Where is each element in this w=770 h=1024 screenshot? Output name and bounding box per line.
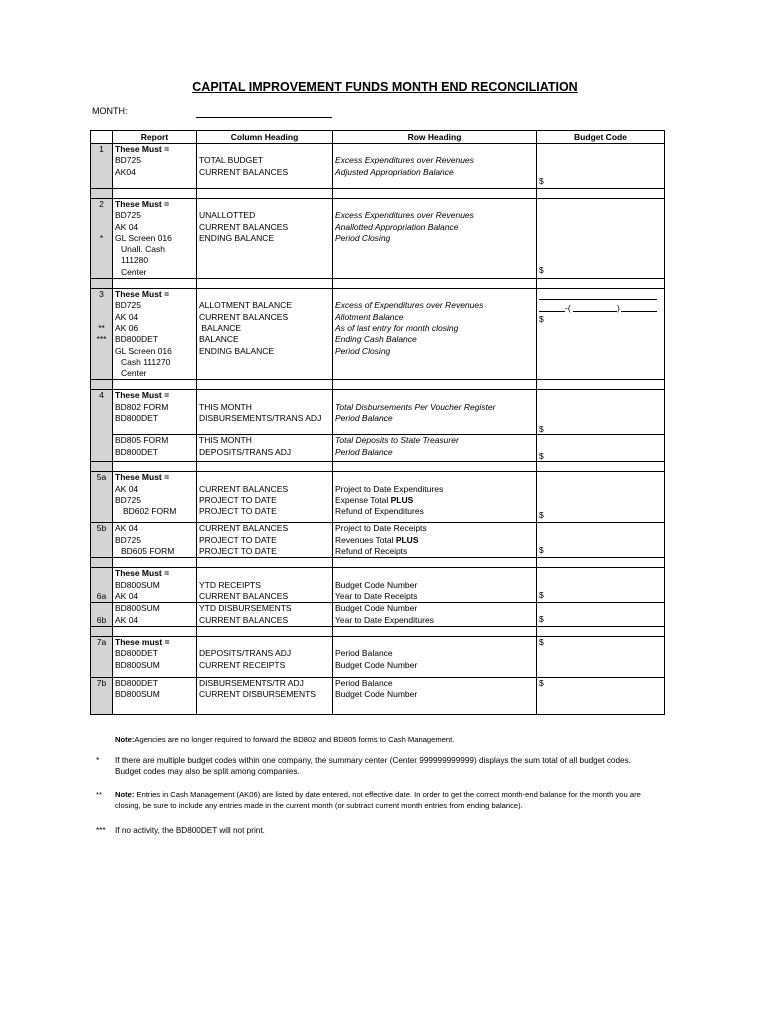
budget-code-cell[interactable]: $ — [537, 523, 665, 558]
row-heading-cell: Excess Expenditures over Revenues Adjusted Appropriation Balance — [333, 144, 537, 189]
spacer-row — [91, 627, 665, 637]
section-number: 6b — [91, 603, 113, 627]
row-heading-cell: Total Deposits to State Treasurer Period Balance — [333, 435, 537, 462]
section-4a — [91, 390, 665, 435]
budget-code-cell[interactable]: $ — [537, 435, 665, 462]
section-number: 6a — [91, 568, 113, 603]
section-number: 7b — [91, 678, 113, 715]
report-cell: These Must = AK 04 BD725 BD602 FORM — [113, 472, 197, 523]
section-number: 5a — [91, 472, 113, 523]
spacer-row — [91, 380, 665, 390]
budget-code-cell[interactable]: $ — [537, 472, 665, 523]
row-heading-cell: Period Balance Budget Code Number — [333, 678, 537, 715]
reconciliation-table — [90, 130, 665, 715]
budget-line[interactable] — [539, 299, 657, 300]
row-heading-cell: Budget Code Number Year to Date Receipts — [333, 568, 537, 603]
section-number: 4 — [91, 390, 113, 462]
row-heading-cell: Excess Expenditures over Revenues Anallotted Appropriation Balance Period Closing — [333, 199, 537, 279]
note-general: Note:Agencies are no longer required to forward the BD802 and BD805 forms to Cash Management. — [115, 735, 455, 744]
column-heading-cell: DISBURSEMENTS/TR ADJ CURRENT DISBURSEMENTS — [197, 678, 333, 715]
section-5b — [91, 523, 665, 558]
report-cell: These Must = BD725 AK04 — [113, 144, 197, 189]
section-3 — [91, 289, 665, 380]
header-row — [91, 131, 665, 144]
month-input-line[interactable] — [196, 117, 332, 118]
month-label: MONTH: — [92, 106, 128, 116]
budget-code-cell[interactable]: $ — [537, 637, 665, 678]
report-cell: BD800DET BD800SUM — [113, 678, 197, 715]
header-budget-code: Budget Code — [537, 131, 665, 144]
section-4b — [91, 435, 665, 462]
column-heading-cell: YTD RECEIPTS CURRENT BALANCES — [197, 568, 333, 603]
report-cell: BD800SUM AK 04 — [113, 603, 197, 627]
budget-code-cell[interactable]: $ — [537, 568, 665, 603]
header-row-heading: Row Heading — [333, 131, 537, 144]
section-7b — [91, 678, 665, 715]
report-cell: These must = BD800DET BD800SUM — [113, 637, 197, 678]
row-heading-cell: Total Disbursements Per Voucher Register Period Balance — [333, 390, 537, 435]
budget-code-cell[interactable]: $ — [537, 603, 665, 627]
note-star2: ** Note: Entries in Cash Management (AK06) are listed by date entered, not effective date. In order to get the correct month-end balance for the month you are closing, be sure to include any entries made in the current month (or subtract current month entries from ending balance). — [96, 790, 641, 810]
spacer-row — [91, 462, 665, 472]
section-number: 5b — [91, 523, 113, 558]
budget-code-cell[interactable]: $ — [537, 678, 665, 715]
header-report: Report — [113, 131, 197, 144]
section-number: 3 ** *** — [91, 289, 113, 380]
report-cell: These Must = BD725 AK 04 AK 06 BD800DET GL Screen 016 Cash 111270 Center — [113, 289, 197, 380]
report-cell: AK 04 BD725 BD605 FORM — [113, 523, 197, 558]
section-number: 2 * — [91, 199, 113, 279]
report-cell: These Must = BD802 FORM BD800DET — [113, 390, 197, 435]
row-heading-cell: Period Balance Budget Code Number — [333, 637, 537, 678]
note-star3: *** If no activity, the BD800DET will not print. — [96, 826, 265, 835]
spacer-row — [91, 558, 665, 568]
budget-code-cell[interactable]: -( ) $ — [537, 289, 665, 380]
row-heading-cell: Excess of Expenditures over Revenues Allotment Balance As of last entry for month closing Ending Cash Balance Period Closing — [333, 289, 537, 380]
section-6b — [91, 603, 665, 627]
column-heading-cell: THIS MONTH DISBURSEMENTS/TRANS ADJ — [197, 390, 333, 435]
section-6a — [91, 568, 665, 603]
column-heading-cell: THIS MONTH DEPOSITS/TRANS ADJ — [197, 435, 333, 462]
column-heading-cell: DEPOSITS/TRANS ADJ CURRENT RECEIPTS — [197, 637, 333, 678]
section-7a — [91, 637, 665, 678]
column-heading-cell: YTD DISBURSEMENTS CURRENT BALANCES — [197, 603, 333, 627]
page-title: CAPITAL IMPROVEMENT FUNDS MONTH END RECONCILIATION — [192, 80, 578, 94]
header-num — [91, 131, 113, 144]
report-cell: BD805 FORM BD800DET — [113, 435, 197, 462]
section-2 — [91, 199, 665, 279]
column-heading-cell: UNALLOTTED CURRENT BALANCES ENDING BALANCE — [197, 199, 333, 279]
spacer-row — [91, 279, 665, 289]
row-heading-cell: Project to Date Expenditures Expense Total PLUS Refund of Expenditures — [333, 472, 537, 523]
budget-code-cell[interactable]: $ — [537, 144, 665, 189]
report-cell: These Must = BD725 AK 04 GL Screen 016 Unall. Cash 111280 Center — [113, 199, 197, 279]
report-cell: These Must = BD800SUM AK 04 — [113, 568, 197, 603]
notes-section — [90, 734, 670, 841]
section-5a — [91, 472, 665, 523]
spacer-row — [91, 189, 665, 199]
section-1 — [91, 144, 665, 189]
budget-subtraction-line[interactable]: -( ) — [539, 303, 657, 313]
budget-code-cell[interactable]: $ — [537, 390, 665, 435]
budget-code-cell[interactable]: $ — [537, 199, 665, 279]
column-heading-cell: TOTAL BUDGET CURRENT BALANCES — [197, 144, 333, 189]
header-column-heading: Column Heading — [197, 131, 333, 144]
section-number: 1 — [91, 144, 113, 189]
section-number: 7a — [91, 637, 113, 678]
row-heading-cell: Project to Date Receipts Revenues Total PLUS Refund of Receipts — [333, 523, 537, 558]
column-heading-cell: ALLOTMENT BALANCE CURRENT BALANCES BALANCE BALANCE ENDING BALANCE — [197, 289, 333, 380]
column-heading-cell: CURRENT BALANCES PROJECT TO DATE PROJECT TO DATE — [197, 472, 333, 523]
row-heading-cell: Budget Code Number Year to Date Expenditures — [333, 603, 537, 627]
column-heading-cell: CURRENT BALANCES PROJECT TO DATE PROJECT TO DATE — [197, 523, 333, 558]
note-star1: * If there are multiple budget codes within one company, the summary center (Center 999999999999) displays the sum total of all budget codes. Budget codes may also be split among companies. — [96, 756, 631, 776]
